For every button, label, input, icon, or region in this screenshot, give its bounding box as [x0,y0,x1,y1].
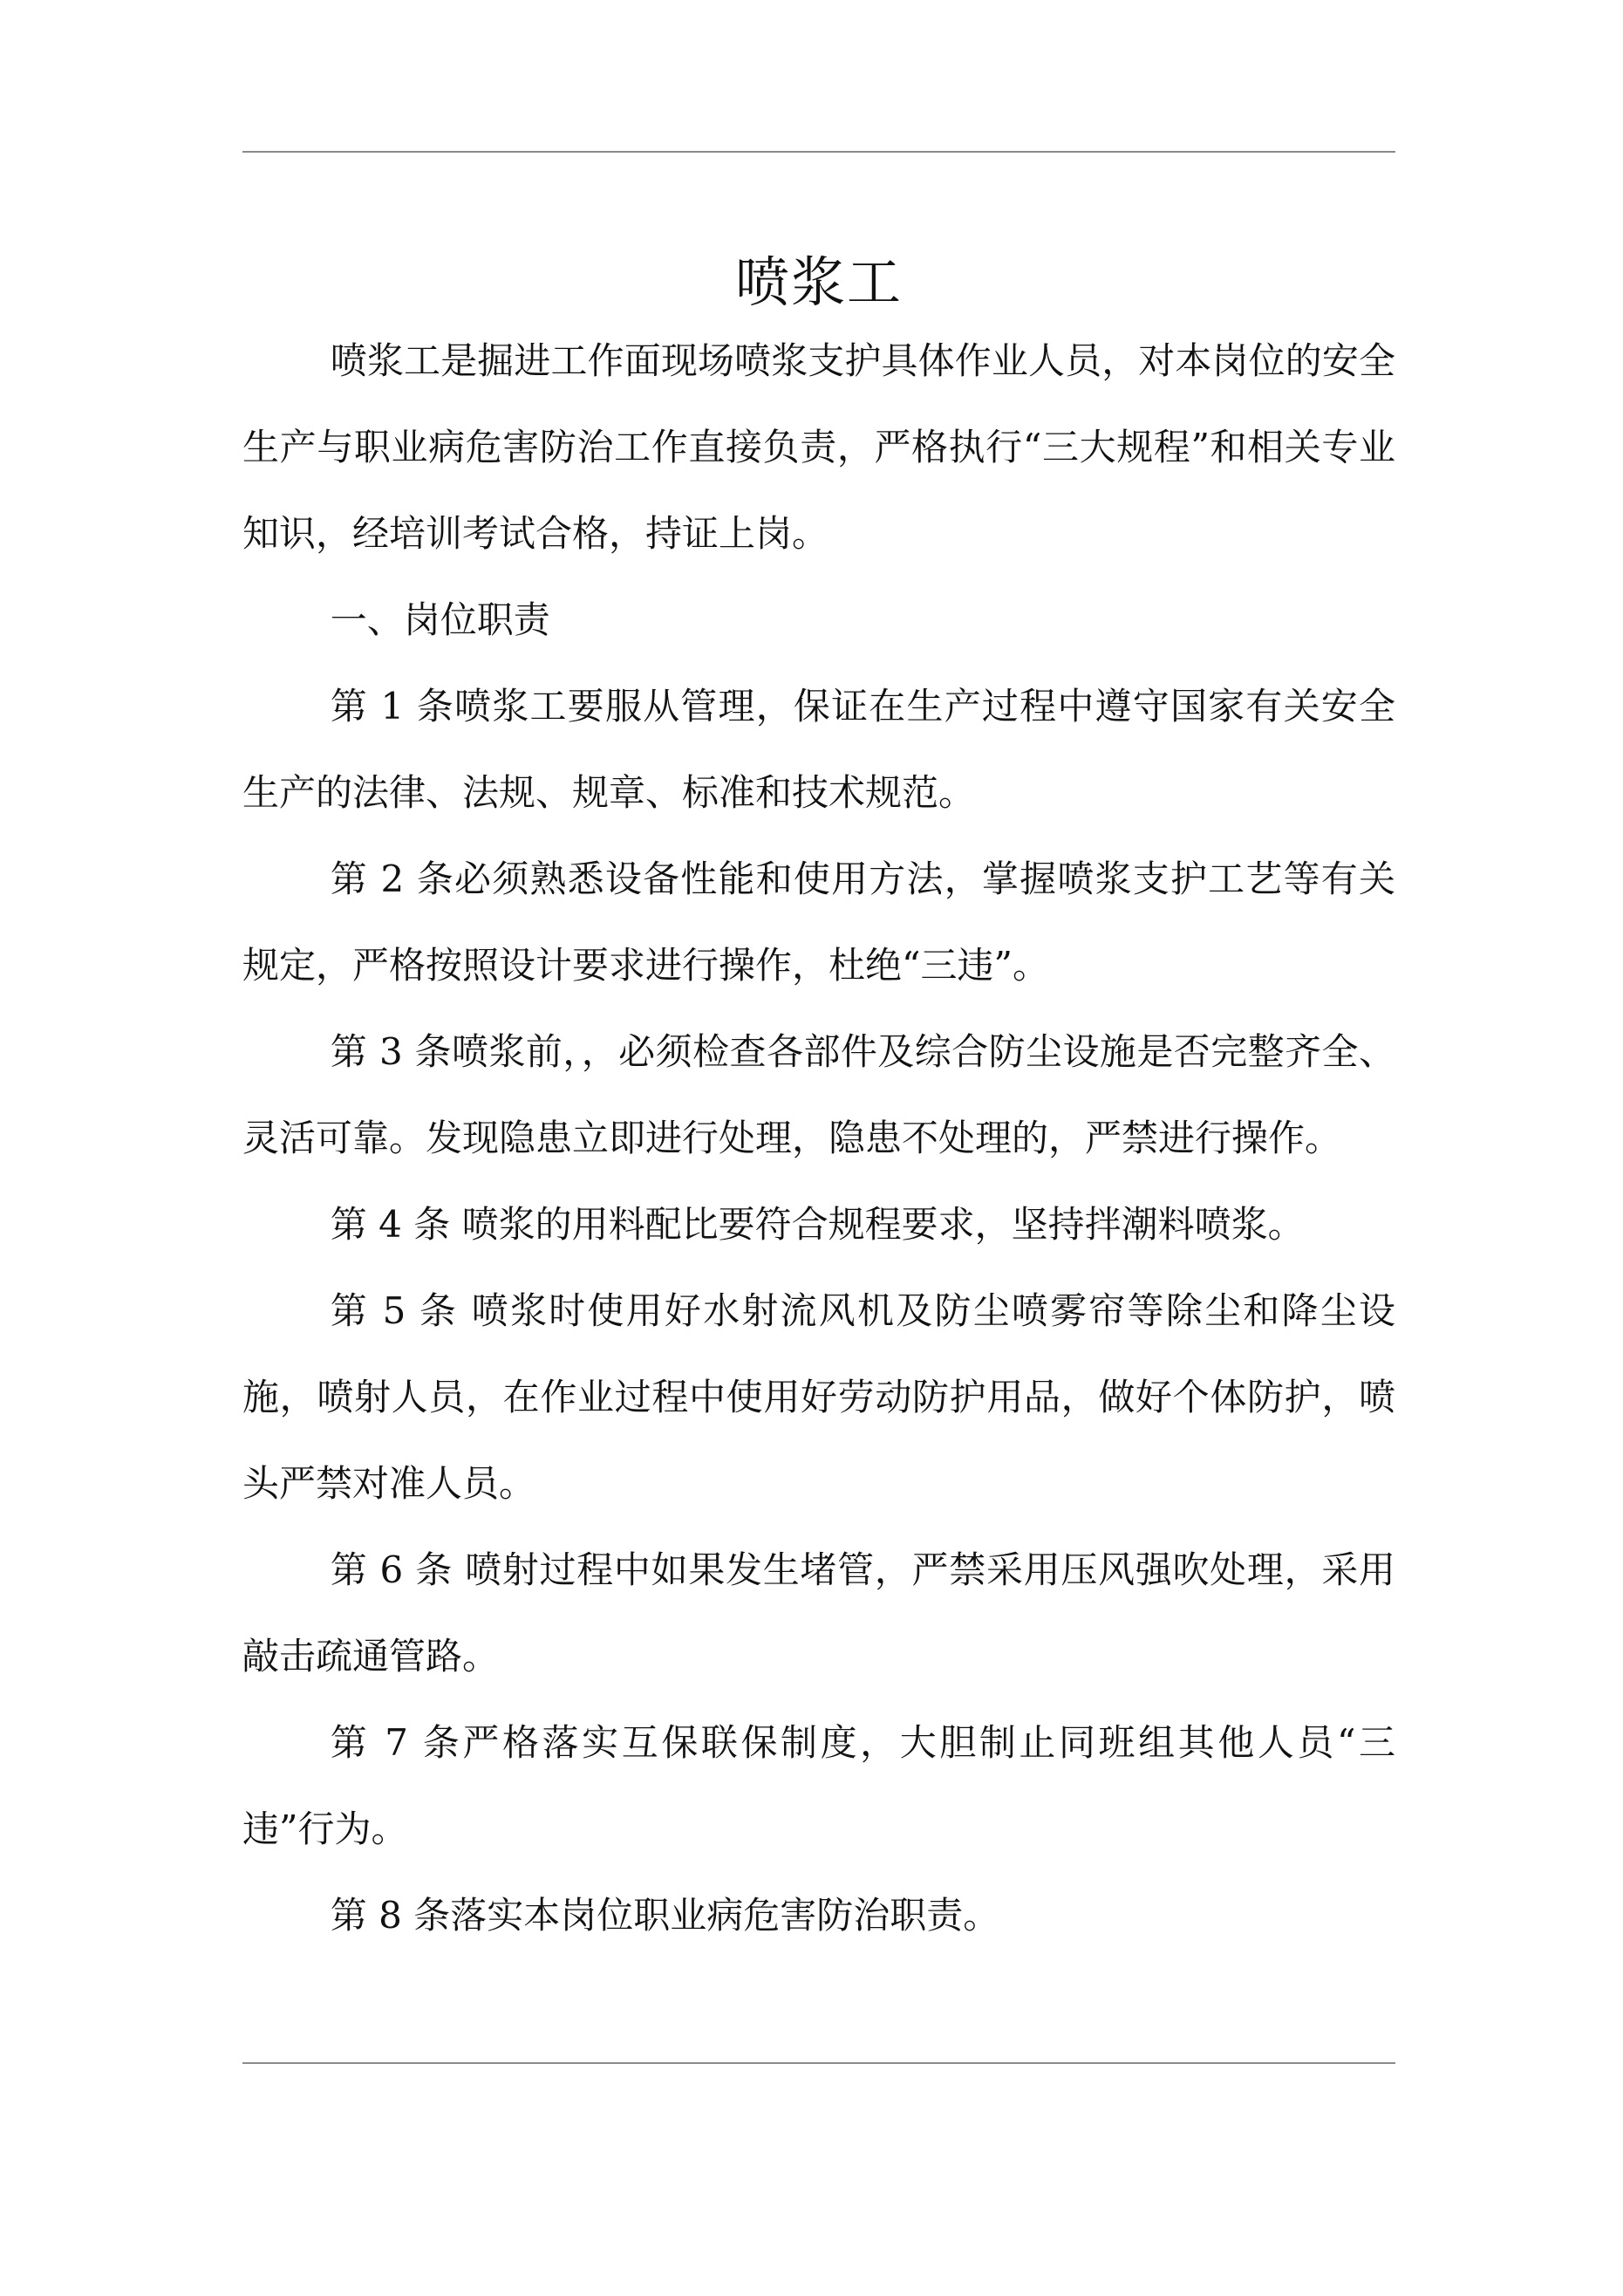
article-8: 第 8 条落实本岗位职业病危害防治职责。 [330,1894,1000,1937]
article-6: 第 6 条 喷射过程中如果发生堵管，严禁采用压风强吹处理，采用敲击疏通管路。 [242,1548,1395,1678]
article-4: 第 4 条 喷浆的用料配比要符合规程要求，坚持拌潮料喷浆。 [330,1203,1305,1246]
page-title: 喷浆工 [734,249,903,314]
article-1: 第 1 条喷浆工要服从管理，保证在生产过程中遵守国家有关安全生产的法律、法规、规章、标准和技术规范。 [242,685,1395,814]
document-body [242,318,1395,1958]
article-5: 第 5 条 喷浆时使用好水射流风机及防尘喷雾帘等除尘和降尘设施，喷射人员，在作业过程中使用好劳动防护用品，做好个体防护，喷头严禁对准人员。 [242,1289,1395,1505]
footer-rule [242,2062,1395,2064]
intro-paragraph: 喷浆工是掘进工作面现场喷浆支护具体作业人员，对本岗位的安全生产与职业病危害防治工作直接负责，严格执行“三大规程”和相关专业知识，经培训考试合格，持证上岗。 [242,339,1395,555]
article-3: 第 3 条喷浆前，，必须检查各部件及综合防尘设施是否完整齐全、灵活可靠。发现隐患立即进行处理，隐患不处理的，严禁进行操作。 [242,1030,1395,1159]
header-rule [242,151,1395,153]
article-2: 第 2 条必须熟悉设备性能和使用方法，掌握喷浆支护工艺等有关规定，严格按照设计要求进行操作，杜绝“三违”。 [242,858,1395,987]
section-heading: 一、岗位职责 [330,598,550,641]
article-7: 第 7 条严格落实互保联保制度，大胆制止同班组其他人员“三违”行为。 [242,1721,1395,1850]
